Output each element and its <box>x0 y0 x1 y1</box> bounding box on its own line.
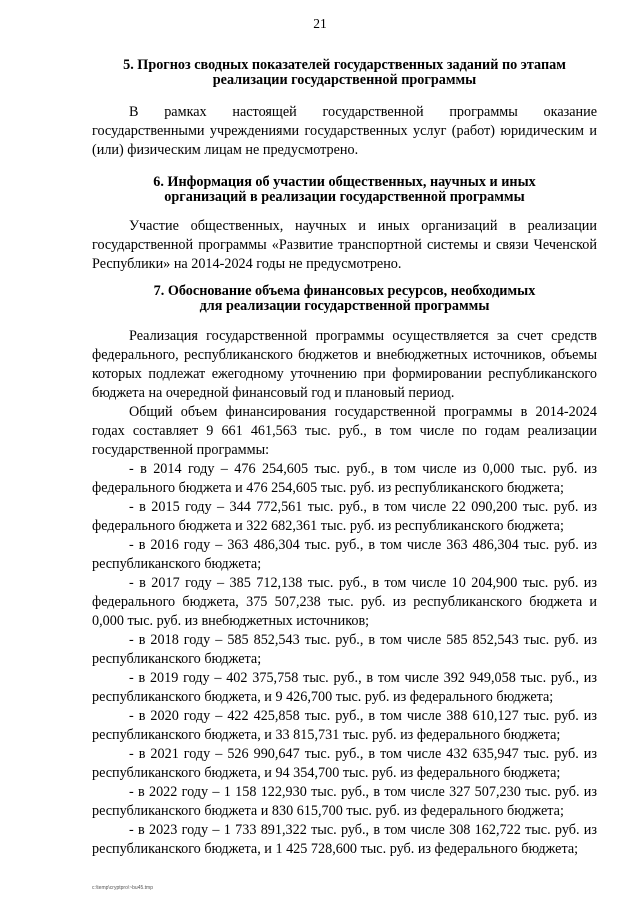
heading-line: для реализации государственной программы <box>199 298 490 314</box>
section-7 <box>92 284 597 314</box>
year-item: - в 2018 году – 585 852,543 тыс. руб., в том числе 585 852,543 тыс. руб. из республиканского бюджета; <box>92 632 597 667</box>
year-item: - в 2014 году – 476 254,605 тыс. руб., в том числе из 0,000 тыс. руб. из федерального бюджета и 476 254,605 тыс. руб. из республиканского бюджета; <box>92 461 597 496</box>
section-5-heading <box>92 58 597 88</box>
year-item: - в 2020 году – 422 425,858 тыс. руб., в том числе 388 610,127 тыс. руб. из республиканского бюджета, и 33 815,731 тыс. руб. из федерального бюджета; <box>92 708 597 743</box>
footer-path: c:\temp\cryptpro\~bu45.tmp <box>92 885 154 891</box>
year-item: - в 2016 году – 363 486,304 тыс. руб., в том числе 363 486,304 тыс. руб. из республиканского бюджета; <box>92 537 597 572</box>
section-6-heading <box>92 175 597 205</box>
section-5-body <box>92 103 597 160</box>
year-item: - в 2019 году – 402 375,758 тыс. руб., в том числе 392 949,058 тыс. руб., из республиканского бюджета, и 9 426,700 тыс. руб. из федерального бюджета; <box>92 670 597 705</box>
section-5 <box>92 58 597 88</box>
section-6 <box>92 175 597 205</box>
heading-line: 6. Информация об участии общественных, научных и иных <box>153 174 536 190</box>
page-number: 21 <box>313 16 327 31</box>
paragraph: Общий объем финансирования государственной программы в 2014-2024 годах составляет 9 661 461,563 тыс. руб., в том числе по годам реализации государственной программы: <box>92 404 597 458</box>
year-item: - в 2015 году – 344 772,561 тыс. руб., в том числе 22 090,200 тыс. руб. из федерального бюджета и 322 682,361 тыс. руб. из республиканского бюджета; <box>92 499 597 534</box>
section-7-heading <box>92 284 597 314</box>
heading-line: реализации государственной программы <box>212 72 477 88</box>
year-item: - в 2022 году – 1 158 122,930 тыс. руб., в том числе 327 507,230 тыс. руб. из республиканского бюджета и 830 615,700 тыс. руб. из федерального бюджета; <box>92 784 597 819</box>
year-item: - в 2021 году – 526 990,647 тыс. руб., в том числе 432 635,947 тыс. руб. из республиканского бюджета, и 94 354,700 тыс. руб. из федерального бюджета; <box>92 746 597 781</box>
year-item: - в 2017 году – 385 712,138 тыс. руб., в том числе 10 204,900 тыс. руб. из федерального бюджета, 375 507,238 тыс. руб. из республиканского бюджета и 0,000 тыс. руб. из внебюджетных источников; <box>92 575 597 629</box>
heading-line: организаций в реализации государственной программы <box>164 189 525 205</box>
paragraph: Реализация государственной программы осуществляется за счет средств федерального, республиканского бюджетов и внебюджетных источников, объемы которых подлежат ежегодному уточнению при формировании республиканского бюджета на очередной финансовый год и плановый период. <box>92 328 597 401</box>
year-item: - в 2023 году – 1 733 891,322 тыс. руб., в том числе 308 162,722 тыс. руб. из республиканского бюджета, и 1 425 728,600 тыс. руб. из федерального бюджета; <box>92 822 597 857</box>
heading-line: 7. Обоснование объема финансовых ресурсов, необходимых <box>153 283 536 299</box>
paragraph: Участие общественных, научных и иных организаций в реализации государственной программы «Развитие транспортной системы и связи Чеченской Республики» на 2014-2024 годы не предусмотрено. <box>92 218 597 272</box>
section-6-body <box>92 217 597 274</box>
paragraph: В рамках настоящей государственной программы оказание государственными учреждениями государственных услуг (работ) юридическим и (или) физическим лицам не предусмотрено. <box>92 104 597 158</box>
section-7-body <box>92 327 597 859</box>
heading-line: 5. Прогноз сводных показателей государственных заданий по этапам <box>123 57 566 73</box>
